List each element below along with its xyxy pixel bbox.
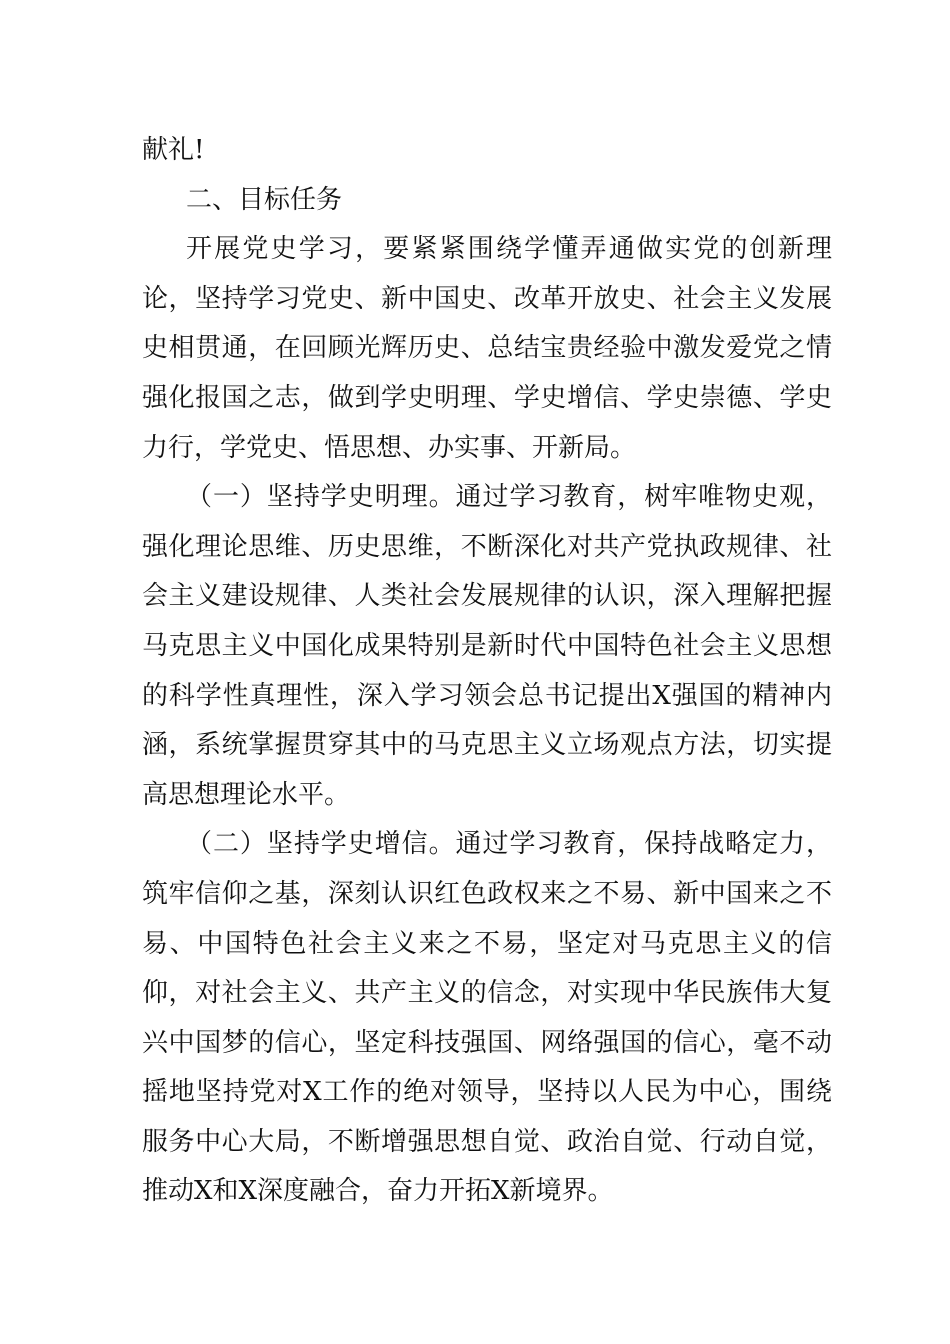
section-heading-goals: 二、目标任务 xyxy=(186,184,343,215)
paragraph-item-1: （一）坚持学史明理。通过学习教育，树牢唯物史观，强化理论思维、历史思维，不断深化对共产党执政规律、社会主义建设规律、人类社会发展规律的认识，深入理解把握马克思主义中国化成果特别是新时代中国特色社会主义思想的科学性真理性，深入学习领会总书记提出X强国的精神内涵，系统掌握贯穿其中的马克思主义立场观点方法，切实提高思想理论水平。 xyxy=(142,482,832,810)
paragraph-item-2: （二）坚持学史增信。通过学习教育，保持战略定力，筑牢信仰之基，深刻认识红色政权来之不易、新中国来之不易、中国特色社会主义来之不易，坚定对马克思主义的信仰，对社会主义、共产主义的信念，对实现中华民族伟大复兴中国梦的信心，坚定科技强国、网络强国的信心，毫不动摇地坚持党对X工作的绝对领导，坚持以人民为中心，围绕服务中心大局，不断增强思想自觉、政治自觉、行动自觉，推动X和X深度融合，奋力开拓X新境界。 xyxy=(142,829,832,1207)
paragraph-closing-fragment: 献礼! xyxy=(142,135,205,165)
paragraph-intro: 开展党史学习，要紧紧围绕学懂弄通做实党的创新理论，坚持学习党史、新中国史、改革开放史、社会主义发展史相贯通，在回顾光辉历史、总结宝贵经验中激发爱党之情强化报国之志，做到学史明理、学史增信、学史崇德、学史力行，学党史、悟思想、办实事、开新局。 xyxy=(142,234,832,463)
document-body xyxy=(142,126,832,1217)
